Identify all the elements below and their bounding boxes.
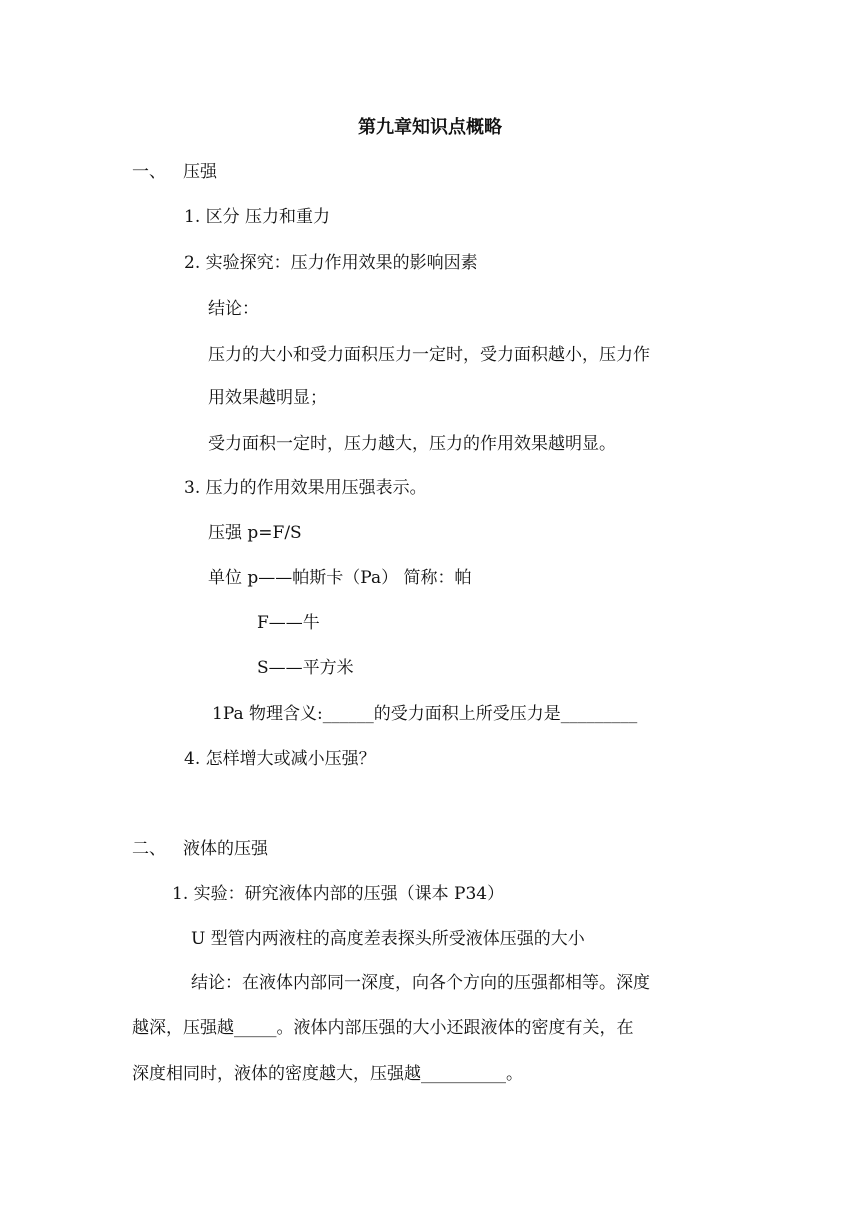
section-1-conclusion-line-2: 用效果越明显； [208,388,327,408]
section-2-conclusion-line-1: 结论：在液体内部同一深度，向各个方向的压强都相等。深度 [191,973,650,993]
unit-pascal: 单位 p——帕斯卡（Pa） 简称：帕 [208,568,472,588]
u-tube-note: U 型管内两液柱的高度差表探头所受液体压强的大小 [191,929,585,949]
section-1-number: 一、 [132,162,166,182]
unit-newton: F——牛 [257,613,320,633]
section-1-item-4: 4. 怎样增大或减小压强？ [184,749,376,769]
page-title: 第九章知识点概略 [358,117,502,138]
section-1-conclusion-line-3: 受力面积一定时，压力越大，压力的作用效果越明显。 [208,434,616,454]
section-2-item-1: 1. 实验：研究液体内部的压强（课本 P34） [172,884,505,904]
pascal-meaning: 1Pa 物理含义:______的受力面积上所受压力是_________ [212,704,638,724]
pressure-formula: 压强 p=F/S [208,523,302,543]
section-1-item-2: 2. 实验探究：压力作用效果的影响因素 [184,253,478,273]
section-1-item-1: 1. 区分 压力和重力 [184,207,331,227]
section-2-number: 二、 [132,839,166,859]
section-1-heading: 压强 [183,162,217,182]
section-1-conclusion-line-1: 压力的大小和受力面积压力一定时，受力面积越小，压力作 [208,345,650,365]
section-1-item-3: 3. 压力的作用效果用压强表示。 [184,478,427,498]
section-2-conclusion-line-3: 深度相同时，液体的密度越大，压强越__________。 [132,1064,523,1084]
section-2-heading: 液体的压强 [183,839,268,859]
section-2-conclusion-line-2: 越深，压强越_____。液体内部压强的大小还跟液体的密度有关，在 [132,1018,634,1038]
unit-square-meter: S——平方米 [257,658,354,678]
section-1-conclusion-label: 结论： [208,299,259,319]
